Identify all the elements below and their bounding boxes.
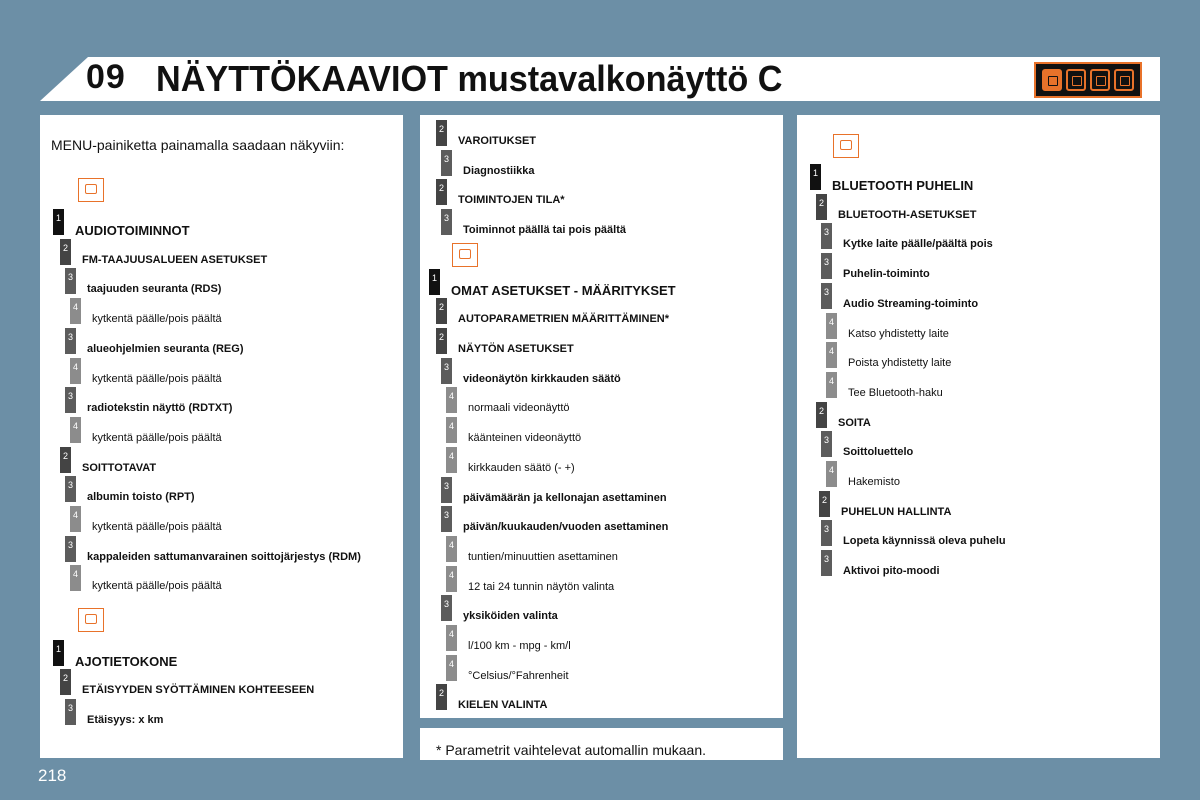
menu-entry-label: Diagnostiikka	[463, 164, 535, 177]
level-4-badge: 4	[70, 298, 81, 324]
level-3-badge: 3	[65, 387, 76, 413]
level-3-badge: 3	[65, 536, 76, 562]
menu-entry-label: SOITA	[838, 416, 871, 429]
menu-entry-label: Lopeta käynnissä oleva puhelu	[843, 535, 1006, 548]
level-2-badge: 2	[436, 179, 447, 205]
menu-column-1	[40, 115, 403, 758]
level-4-badge: 4	[826, 372, 837, 398]
menu-entry-label: Toiminnot päällä tai pois päältä	[463, 224, 626, 237]
page-number: 218	[38, 766, 67, 785]
intro-text: MENU-painiketta painamalla saadaan näkyviin:	[51, 137, 345, 153]
level-3-badge: 3	[821, 431, 832, 457]
menu-entry-label: SOITTOTAVAT	[82, 461, 157, 474]
level-4-badge: 4	[446, 655, 457, 681]
menu-entry-label: BLUETOOTH-ASETUKSET	[838, 208, 977, 221]
level-2-badge: 2	[816, 402, 827, 428]
level-2-badge: 2	[436, 328, 447, 354]
level-4-badge: 4	[826, 461, 837, 487]
level-2-badge: 2	[819, 491, 830, 517]
menu-entry-label: 12 tai 24 tunnin näytön valinta	[468, 580, 615, 593]
level-2-badge: 2	[436, 120, 447, 146]
level-4-badge: 4	[446, 625, 457, 651]
level-4-badge: 4	[446, 387, 457, 413]
header-icon-strip	[1034, 62, 1142, 98]
menu-entry-label: Aktivoi pito-moodi	[843, 565, 940, 578]
menu-entry-label: Katso yhdistetty laite	[848, 327, 949, 340]
level-3-badge: 3	[821, 223, 832, 249]
menu-entry-label: VAROITUKSET	[458, 135, 537, 147]
level-4-badge: 4	[70, 506, 81, 532]
level-2-badge: 2	[436, 298, 447, 324]
level-2-badge: 2	[436, 684, 447, 710]
level-3-badge: 3	[441, 477, 452, 503]
level-2-badge: 2	[60, 669, 71, 695]
page-title: NÄYTTÖKAAVIOT mustavalkonäyttö C	[156, 58, 783, 99]
menu-entry-label: Kytke laite päälle/päältä pois	[843, 238, 993, 251]
level-4-badge: 4	[446, 566, 457, 592]
menu-column-2	[420, 115, 783, 718]
menu-entry-label: Puhelin-toiminto	[843, 268, 930, 281]
menu-entry-label: AUTOPARAMETRIEN MÄÄRITTÄMINEN*	[458, 313, 670, 326]
level-2-badge: 2	[60, 447, 71, 473]
menu-entry-label: NÄYTÖN ASETUKSET	[458, 343, 574, 355]
menu-entry-label: käänteinen videonäyttö	[468, 432, 582, 445]
chapter-number: 09	[86, 58, 126, 96]
level-4-badge: 4	[446, 417, 457, 443]
menu-entry-label: päivän/kuukauden/vuoden asettaminen	[463, 521, 669, 534]
settings-panel-icon	[1090, 69, 1110, 91]
menu-entry-label: AJOTIETOKONE	[75, 653, 178, 669]
level-3-badge: 3	[65, 699, 76, 725]
menu-entry-label: normaali videonäyttö	[468, 402, 570, 415]
menu-entry-label: Hakemisto	[848, 476, 900, 488]
level-3-badge: 3	[821, 520, 832, 546]
menu-entry-label: taajuuden seuranta (RDS)	[87, 283, 222, 296]
menu-entry-label: Tee Bluetooth-haku	[848, 386, 943, 399]
level-4-badge: 4	[446, 536, 457, 562]
level-2-badge: 2	[60, 239, 71, 265]
level-4-badge: 4	[70, 358, 81, 384]
menu-entry-label: kappaleiden sattumanvarainen soittojärjestys (RDM)	[87, 550, 361, 563]
menu-entry-label: FM-TAAJUUSALUEEN ASETUKSET	[82, 253, 268, 266]
level-3-badge: 3	[65, 328, 76, 354]
menu-entry-label: yksiköiden valinta	[463, 610, 558, 623]
menu-entry-label: l/100 km - mpg - km/l	[468, 640, 571, 652]
car-audio-icon	[1042, 69, 1062, 91]
menu-entry-label: BLUETOOTH PUHELIN	[832, 178, 974, 193]
menu-entry-label: ETÄISYYDEN SYÖTTÄMINEN KOHTEESEEN	[82, 684, 315, 697]
level-4-badge: 4	[70, 417, 81, 443]
level-1-badge: 1	[429, 269, 440, 295]
bluetooth-phone-icon	[1114, 69, 1134, 91]
menu-entry-label: kytkentä päälle/pois päältä	[92, 521, 222, 533]
level-4-badge: 4	[826, 313, 837, 339]
level-3-badge: 3	[821, 253, 832, 279]
level-1-badge: 1	[53, 640, 64, 666]
level-4-badge: 4	[446, 447, 457, 473]
settings-panel-icon	[452, 243, 478, 267]
menu-entry-label: OMAT ASETUKSET - MÄÄRITYKSET	[451, 282, 676, 298]
menu-entry-label: videonäytön kirkkauden säätö	[463, 372, 621, 385]
menu-entry-label: kytkentä päälle/pois päältä	[92, 431, 222, 444]
menu-entry-label: päivämäärän ja kellonajan asettaminen	[463, 491, 667, 504]
bluetooth-phone-icon	[833, 134, 859, 158]
menu-entry-label: kirkkauden säätö (- +)	[468, 461, 575, 474]
level-4-badge: 4	[826, 342, 837, 368]
level-2-badge: 2	[816, 194, 827, 220]
menu-entry-label: °Celsius/°Fahrenheit	[468, 669, 569, 682]
menu-entry-label: AUDIOTOIMINNOT	[75, 223, 190, 238]
menu-entry-label: radiotekstin näyttö (RDTXT)	[87, 402, 233, 415]
menu-entry-label: kytkentä päälle/pois päältä	[92, 313, 222, 326]
menu-entry-label: Poista yhdistetty laite	[848, 357, 952, 370]
level-3-badge: 3	[441, 150, 452, 176]
menu-entry-label: PUHELUN HALLINTA	[841, 505, 952, 518]
level-1-badge: 1	[53, 209, 64, 235]
footnote-text: * Parametrit vaihtelevat automallin mukaan.	[436, 742, 707, 758]
level-1-badge: 1	[810, 164, 821, 190]
level-3-badge: 3	[441, 595, 452, 621]
menu-entry-label: tuntien/minuuttien asettaminen	[468, 550, 618, 563]
car-audio-icon	[78, 178, 104, 202]
menu-entry-label: TOIMINTOJEN TILA*	[458, 194, 565, 207]
menu-entry-label: kytkentä päälle/pois päältä	[92, 372, 222, 385]
level-3-badge: 3	[65, 268, 76, 294]
menu-column-3	[797, 115, 1160, 758]
level-3-badge: 3	[441, 209, 452, 235]
menu-entry-label: albumin toisto (RPT)	[87, 491, 195, 504]
menu-entry-label: Soittoluettelo	[843, 446, 914, 459]
level-3-badge: 3	[441, 358, 452, 384]
menu-entry-label: kytkentä päälle/pois päältä	[92, 580, 222, 593]
level-3-badge: 3	[65, 476, 76, 502]
menu-entry-label: KIELEN VALINTA	[458, 699, 548, 712]
level-4-badge: 4	[70, 565, 81, 591]
menu-entry-label: Audio Streaming-toiminto	[843, 297, 979, 310]
footnote-box	[420, 728, 783, 760]
menu-entry-label: Etäisyys: x km	[87, 714, 164, 727]
fuel-pump-icon	[1066, 69, 1086, 91]
fuel-pump-icon	[78, 608, 104, 632]
level-3-badge: 3	[821, 283, 832, 309]
level-3-badge: 3	[821, 550, 832, 576]
menu-entry-label: alueohjelmien seuranta (REG)	[87, 342, 244, 355]
level-3-badge: 3	[441, 506, 452, 532]
